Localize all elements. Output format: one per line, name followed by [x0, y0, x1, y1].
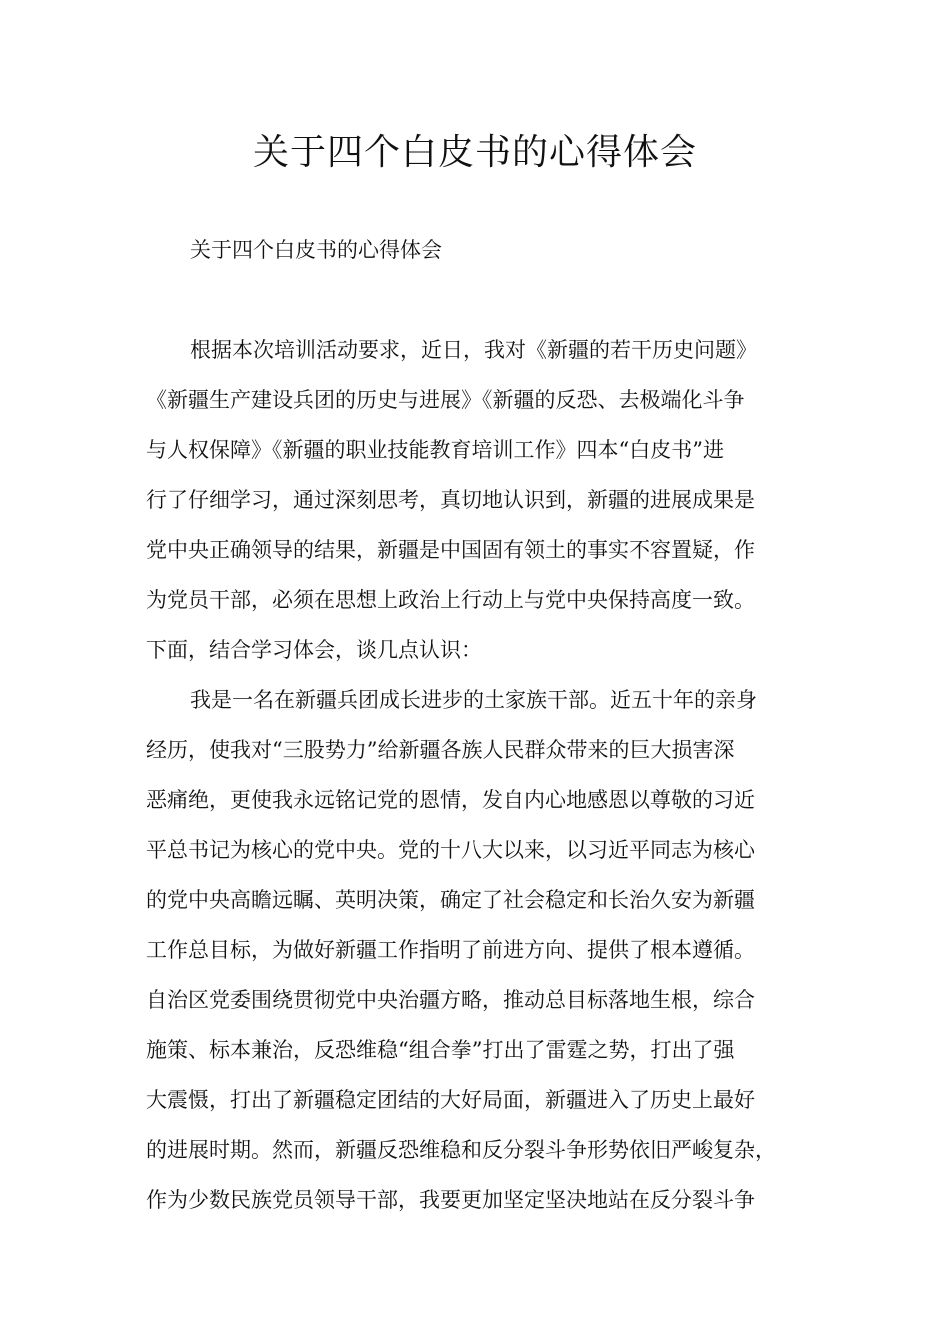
paragraph-line: 根据本次培训活动要求，近日，我对《新疆的若干历史问题》 — [190, 338, 757, 362]
paragraph-line: 工作总目标，为做好新疆工作指明了前进方向、提供了根本遵循。 — [146, 938, 755, 962]
paragraph-line: 行了仔细学习，通过深刻思考，真切地认识到，新疆的进展成果是 — [146, 488, 755, 512]
paragraph-line: 为党员干部，必须在思想上政治上行动上与党中央保持高度一致。 — [146, 588, 755, 612]
paragraph-line: 党中央正确领导的结果，新疆是中国固有领土的事实不容置疑，作 — [146, 538, 755, 562]
paragraph-line: 大震慑，打出了新疆稳定团结的大好局面，新疆进入了历史上最好 — [146, 1088, 755, 1112]
paragraph-line: 的党中央高瞻远瞩、英明决策，确定了社会稳定和长治久安为新疆 — [146, 888, 755, 912]
paragraph-line: 自治区党委围绕贯彻党中央治疆方略，推动总目标落地生根，综合 — [146, 988, 755, 1012]
document-title: 关于四个白皮书的心得体会 — [252, 132, 697, 173]
paragraph-line: 《新疆生产建设兵团的历史与进展》《新疆的反恐、去极端化斗争 — [146, 388, 745, 412]
document-subtitle: 关于四个白皮书的心得体会 — [190, 238, 442, 262]
paragraph-line: 我是一名在新疆兵团成长进步的土家族干部。近五十年的亲身 — [190, 688, 757, 712]
paragraph-line: 恶痛绝，更使我永远铭记党的恩情，发自内心地感恩以尊敬的习近 — [146, 788, 755, 812]
paragraph-line: 施策、标本兼治，反恐维稳“组合拳”打出了雷霆之势，打出了强 — [146, 1038, 735, 1062]
paragraph-line: 作为少数民族党员领导干部，我要更加坚定坚决地站在反分裂斗争 — [146, 1188, 755, 1212]
paragraph-line: 下面，结合学习体会，谈几点认识： — [146, 638, 482, 662]
paragraph-line: 与人权保障》《新疆的职业技能教育培训工作》四本“白皮书”进 — [146, 438, 724, 462]
paragraph-line: 的进展时期。然而，新疆反恐维稳和反分裂斗争形势依旧严峻复杂， — [146, 1138, 776, 1162]
paragraph-line: 平总书记为核心的党中央。党的十八大以来，以习近平同志为核心 — [146, 838, 755, 862]
paragraph-line: 经历，使我对“三股势力”给新疆各族人民群众带来的巨大损害深 — [146, 738, 735, 762]
